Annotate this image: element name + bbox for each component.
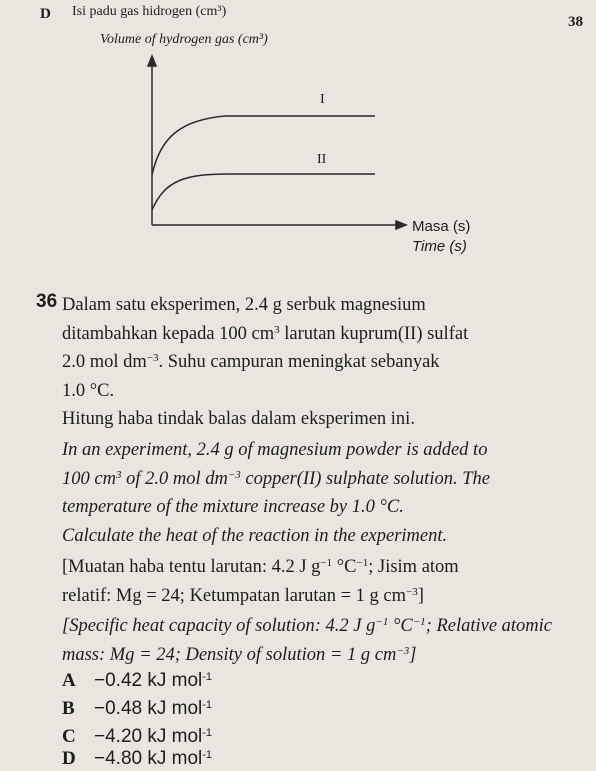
en-line-2: 100 $cm^3$ of 2.0 mol $dm^{-3}$ copper(II) sulphate solution. The bbox=[62, 468, 490, 489]
graph-x-label-en: Time (s) bbox=[412, 238, 467, 255]
question-text-en bbox=[62, 436, 582, 550]
en-ask: Calculate the heat of the reaction in the experiment. bbox=[62, 525, 448, 546]
curve-ii bbox=[152, 174, 375, 210]
option-c[interactable]: C −4.20 kJ mol$^{-1}$ bbox=[62, 726, 213, 747]
info-en bbox=[62, 612, 582, 669]
option-text-prev: Isi padu gas hidrogen (cm³) bbox=[72, 4, 227, 19]
volume-time-graph bbox=[140, 50, 420, 240]
curve-label-i: I bbox=[320, 92, 325, 107]
option-a-value: −0.42 kJ mol bbox=[94, 670, 203, 691]
option-b-value: −0.48 kJ mol bbox=[94, 698, 203, 719]
graph-x-label-ms: Masa (s) bbox=[412, 218, 471, 235]
side-question-number: 38 bbox=[568, 14, 583, 30]
ms-info-2: relatif: Mg = 24; Ketumpatan larutan = 1 g $cm^{-3}$] bbox=[62, 585, 424, 606]
ms-line-3: 2.0 mol $dm^{-3}$. Suhu campuran meningkat sebanyak bbox=[62, 352, 440, 372]
ms-ask: Hitung haba tindak balas dalam eksperimen ini. bbox=[62, 409, 415, 429]
y-axis-arrow bbox=[148, 56, 156, 66]
option-b-letter: B bbox=[62, 698, 75, 719]
ms-line-1: Dalam satu eksperimen, 2.4 g serbuk magnesium bbox=[62, 295, 426, 315]
graph-y-label: Volume of hydrogen gas (cm³) bbox=[100, 32, 268, 47]
option-d[interactable]: D −4.80 kJ mol$^{-1}$ bbox=[62, 748, 213, 769]
question-number: 36 bbox=[36, 291, 58, 312]
en-line-1: In an experiment, 2.4 g of magnesium powder is added to bbox=[62, 440, 488, 460]
option-a-letter: A bbox=[62, 670, 76, 691]
question-text-ms bbox=[62, 291, 582, 434]
ms-info-1: [Muatan haba tentu larutan: 4.2 J $g^{-1}$ $^\circ C^{-1}$; Jisim atom bbox=[62, 557, 459, 577]
info-ms bbox=[62, 553, 582, 610]
option-d-value: −4.80 kJ mol bbox=[94, 748, 203, 769]
ms-line-2: ditambahkan kepada 100 $cm^3$ larutan kuprum(II) sulfat bbox=[62, 323, 469, 344]
ms-line-4: 1.0 °C. bbox=[62, 380, 115, 401]
option-b[interactable]: B −0.48 kJ mol$^{-1}$ bbox=[62, 698, 213, 719]
option-letter-d-prev: D bbox=[40, 6, 51, 22]
option-a[interactable]: A −0.42 kJ mol$^{-1}$ bbox=[62, 670, 213, 691]
en-info-1: [Specific heat capacity of solution: 4.2 J $g^{-1}$ $^\circ C^{-1}$; Relative atomic bbox=[62, 616, 553, 636]
curve-label-ii: II bbox=[317, 152, 327, 167]
en-line-3: temperature of the mixture increase by 1.0 °C. bbox=[62, 497, 404, 517]
curve-i bbox=[152, 116, 375, 175]
en-info-2: mass: Mg = 24; Density of solution = 1 g $cm^{-3}$] bbox=[62, 644, 417, 665]
option-d-letter: D bbox=[62, 748, 76, 769]
option-c-letter: C bbox=[62, 726, 76, 747]
x-axis-arrow bbox=[396, 221, 406, 229]
option-c-value: −4.20 kJ mol bbox=[94, 726, 203, 747]
